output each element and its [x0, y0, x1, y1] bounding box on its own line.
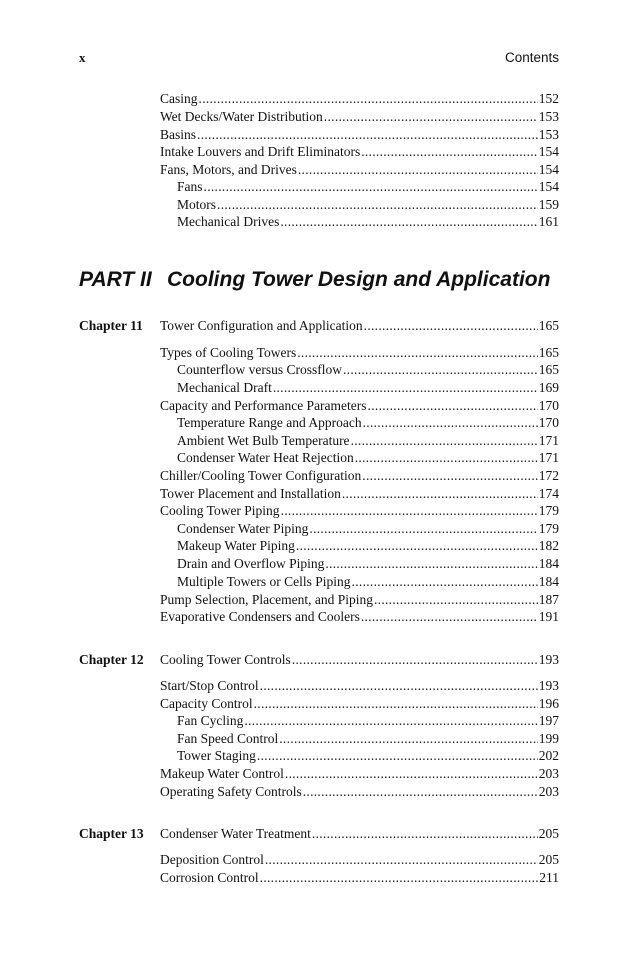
toc-entry[interactable] — [160, 485, 559, 503]
entry-title: Corrosion Control — [160, 870, 259, 885]
toc-entry[interactable] — [160, 90, 559, 108]
dot-leader — [260, 869, 539, 887]
toc-entry[interactable] — [160, 591, 559, 609]
entry-page-number: 171 — [538, 450, 559, 465]
toc-subentry[interactable] — [177, 414, 559, 432]
part-title: Cooling Tower Design and Application — [167, 268, 551, 291]
dot-leader — [362, 467, 537, 485]
dot-leader — [355, 449, 538, 467]
entry-page-number: 174 — [538, 486, 559, 501]
entry-page-number: 165 — [538, 345, 559, 360]
dot-leader — [343, 361, 538, 379]
entry-page-number: 202 — [538, 748, 559, 763]
entry-title: Deposition Control — [160, 852, 264, 867]
entry-page-number: 197 — [538, 713, 559, 728]
dot-leader — [281, 502, 538, 520]
toc-entry[interactable] — [160, 467, 559, 485]
entry-title: Tower Staging — [177, 748, 256, 763]
toc-subentry[interactable] — [177, 573, 559, 591]
entry-page-number: 154 — [538, 162, 559, 177]
entry-title: Capacity and Performance Parameters — [160, 398, 367, 413]
toc-entry[interactable] — [160, 161, 559, 179]
entry-title: Drain and Overflow Piping — [177, 556, 325, 571]
dot-leader — [325, 555, 537, 573]
entry-title: Ambient Wet Bulb Temperature — [177, 433, 350, 448]
entry-title: Condenser Water Treatment — [160, 826, 311, 841]
toc-entry[interactable] — [160, 397, 559, 415]
entry-title: Cooling Tower Controls — [160, 652, 291, 667]
dot-leader — [197, 126, 538, 144]
entry-page-number: 170 — [538, 415, 559, 430]
chapter-entry[interactable] — [160, 825, 559, 843]
entry-title: Casing — [160, 91, 198, 106]
entry-page-number: 211 — [539, 870, 559, 885]
toc-subentry[interactable] — [177, 379, 559, 397]
entry-title: Multiple Towers or Cells Piping — [177, 574, 351, 589]
entry-page-number: 196 — [538, 696, 559, 711]
toc-entry[interactable] — [160, 783, 559, 801]
toc-entry[interactable] — [160, 108, 559, 126]
entry-page-number: 172 — [538, 468, 559, 483]
entry-page-number: 205 — [538, 852, 559, 867]
dot-leader — [363, 414, 538, 432]
entry-page-number: 184 — [538, 574, 559, 589]
dot-leader — [285, 765, 538, 783]
entry-title: Fan Cycling — [177, 713, 244, 728]
entry-title: Makeup Water Piping — [177, 538, 295, 553]
dot-leader — [279, 730, 538, 748]
chapter-entry[interactable] — [160, 317, 559, 335]
toc-entry[interactable] — [160, 765, 559, 783]
entry-title: Evaporative Condensers and Coolers — [160, 609, 360, 624]
entry-page-number: 161 — [538, 214, 559, 229]
page-number: x — [79, 50, 86, 65]
toc-subentry[interactable] — [177, 712, 559, 730]
entry-page-number: 187 — [538, 592, 559, 607]
entry-page-number: 165 — [538, 318, 559, 333]
entry-title: Counterflow versus Crossflow — [177, 362, 342, 377]
entry-page-number: 165 — [538, 362, 559, 377]
toc-entry[interactable] — [160, 344, 559, 362]
entry-page-number: 152 — [538, 91, 559, 106]
dot-leader — [273, 379, 538, 397]
toc-subentry[interactable] — [177, 730, 559, 748]
entry-page-number: 179 — [538, 503, 559, 518]
toc-subentry[interactable] — [177, 178, 559, 196]
dot-leader — [265, 851, 538, 869]
entry-page-number: 193 — [538, 652, 559, 667]
toc-subentry[interactable] — [177, 520, 559, 538]
toc-entry[interactable] — [160, 608, 559, 626]
entry-title: Makeup Water Control — [160, 766, 284, 781]
entry-title: Chiller/Cooling Tower Configuration — [160, 468, 362, 483]
entry-page-number: 199 — [538, 731, 559, 746]
entry-title: Intake Louvers and Drift Eliminators — [160, 144, 361, 159]
entry-title: Operating Safety Controls — [160, 784, 302, 799]
chapter-entry[interactable] — [160, 651, 559, 669]
entry-title: Mechanical Draft — [177, 380, 272, 395]
toc-entry[interactable] — [160, 502, 559, 520]
running-head: Contents — [504, 50, 559, 65]
entry-title: Condenser Water Piping — [177, 521, 309, 536]
toc-subentry[interactable] — [177, 213, 559, 231]
dot-leader — [199, 90, 538, 108]
toc-entry[interactable] — [160, 869, 559, 887]
entry-title: Condenser Water Heat Rejection — [177, 450, 354, 465]
entry-title: Tower Placement and Installation — [160, 486, 341, 501]
entry-page-number: 205 — [538, 826, 559, 841]
toc-entry[interactable] — [160, 695, 559, 713]
entry-page-number: 203 — [538, 784, 559, 799]
dot-leader — [368, 397, 538, 415]
entry-title: Pump Selection, Placement, and Piping — [160, 592, 373, 607]
page-header — [79, 50, 559, 70]
part-number: PART II — [79, 268, 152, 291]
dot-leader — [257, 747, 538, 765]
entry-title: Capacity Control — [160, 696, 253, 711]
dot-leader — [361, 608, 538, 626]
entry-title: Basins — [160, 127, 197, 142]
entry-title: Motors — [177, 197, 217, 212]
dot-leader — [296, 537, 538, 555]
toc-entry[interactable] — [160, 126, 559, 144]
chapter-label: Chapter 12 — [79, 652, 144, 667]
dot-leader — [303, 783, 538, 801]
entry-title: Fan Speed Control — [177, 731, 279, 746]
chapter-label: Chapter 11 — [79, 318, 143, 333]
dot-leader — [292, 651, 538, 669]
entry-page-number: 154 — [538, 179, 559, 194]
toc-subentry[interactable] — [177, 747, 559, 765]
entry-title: Temperature Range and Approach — [177, 415, 362, 430]
chapter-label: Chapter 13 — [79, 826, 144, 841]
entry-page-number: 184 — [538, 556, 559, 571]
dot-leader — [361, 143, 538, 161]
entry-page-number: 169 — [538, 380, 559, 395]
dot-leader — [217, 196, 538, 214]
dot-leader — [260, 677, 538, 695]
toc-entry[interactable] — [160, 677, 559, 695]
dot-leader — [297, 344, 538, 362]
dot-leader — [364, 317, 538, 335]
entry-page-number: 171 — [538, 433, 559, 448]
toc-subentry[interactable] — [177, 449, 559, 467]
entry-title: Start/Stop Control — [160, 678, 259, 693]
entry-page-number: 154 — [538, 144, 559, 159]
entry-title: Mechanical Drives — [177, 214, 280, 229]
entry-title: Tower Configuration and Application — [160, 318, 363, 333]
part-heading — [79, 268, 550, 292]
entry-page-number: 191 — [538, 609, 559, 624]
dot-leader — [298, 161, 538, 179]
dot-leader — [352, 573, 538, 591]
toc-entry[interactable] — [160, 143, 559, 161]
dot-leader — [309, 520, 537, 538]
toc-subentry[interactable] — [177, 555, 559, 573]
entry-page-number: 159 — [538, 197, 559, 212]
entry-title: Fans, Motors, and Drives — [160, 162, 297, 177]
entry-page-number: 153 — [538, 127, 559, 142]
dot-leader — [374, 591, 538, 609]
toc-entry[interactable] — [160, 851, 559, 869]
entry-title: Fans — [177, 179, 203, 194]
entry-title: Types of Cooling Towers — [160, 345, 297, 360]
dot-leader — [204, 178, 538, 196]
dot-leader — [342, 485, 538, 503]
toc-subentry[interactable] — [177, 361, 559, 379]
entry-page-number: 170 — [538, 398, 559, 413]
dot-leader — [280, 213, 537, 231]
entry-page-number: 182 — [538, 538, 559, 553]
entry-title: Wet Decks/Water Distribution — [160, 109, 323, 124]
dot-leader — [254, 695, 538, 713]
entry-page-number: 179 — [538, 521, 559, 536]
dot-leader — [324, 108, 538, 126]
entry-title: Cooling Tower Piping — [160, 503, 280, 518]
toc-subentry[interactable] — [177, 432, 559, 450]
dot-leader — [312, 825, 538, 843]
dot-leader — [351, 432, 538, 450]
entry-page-number: 153 — [538, 109, 559, 124]
entry-page-number: 193 — [538, 678, 559, 693]
toc-subentry[interactable] — [177, 196, 559, 214]
toc-subentry[interactable] — [177, 537, 559, 555]
entry-page-number: 203 — [538, 766, 559, 781]
dot-leader — [244, 712, 537, 730]
